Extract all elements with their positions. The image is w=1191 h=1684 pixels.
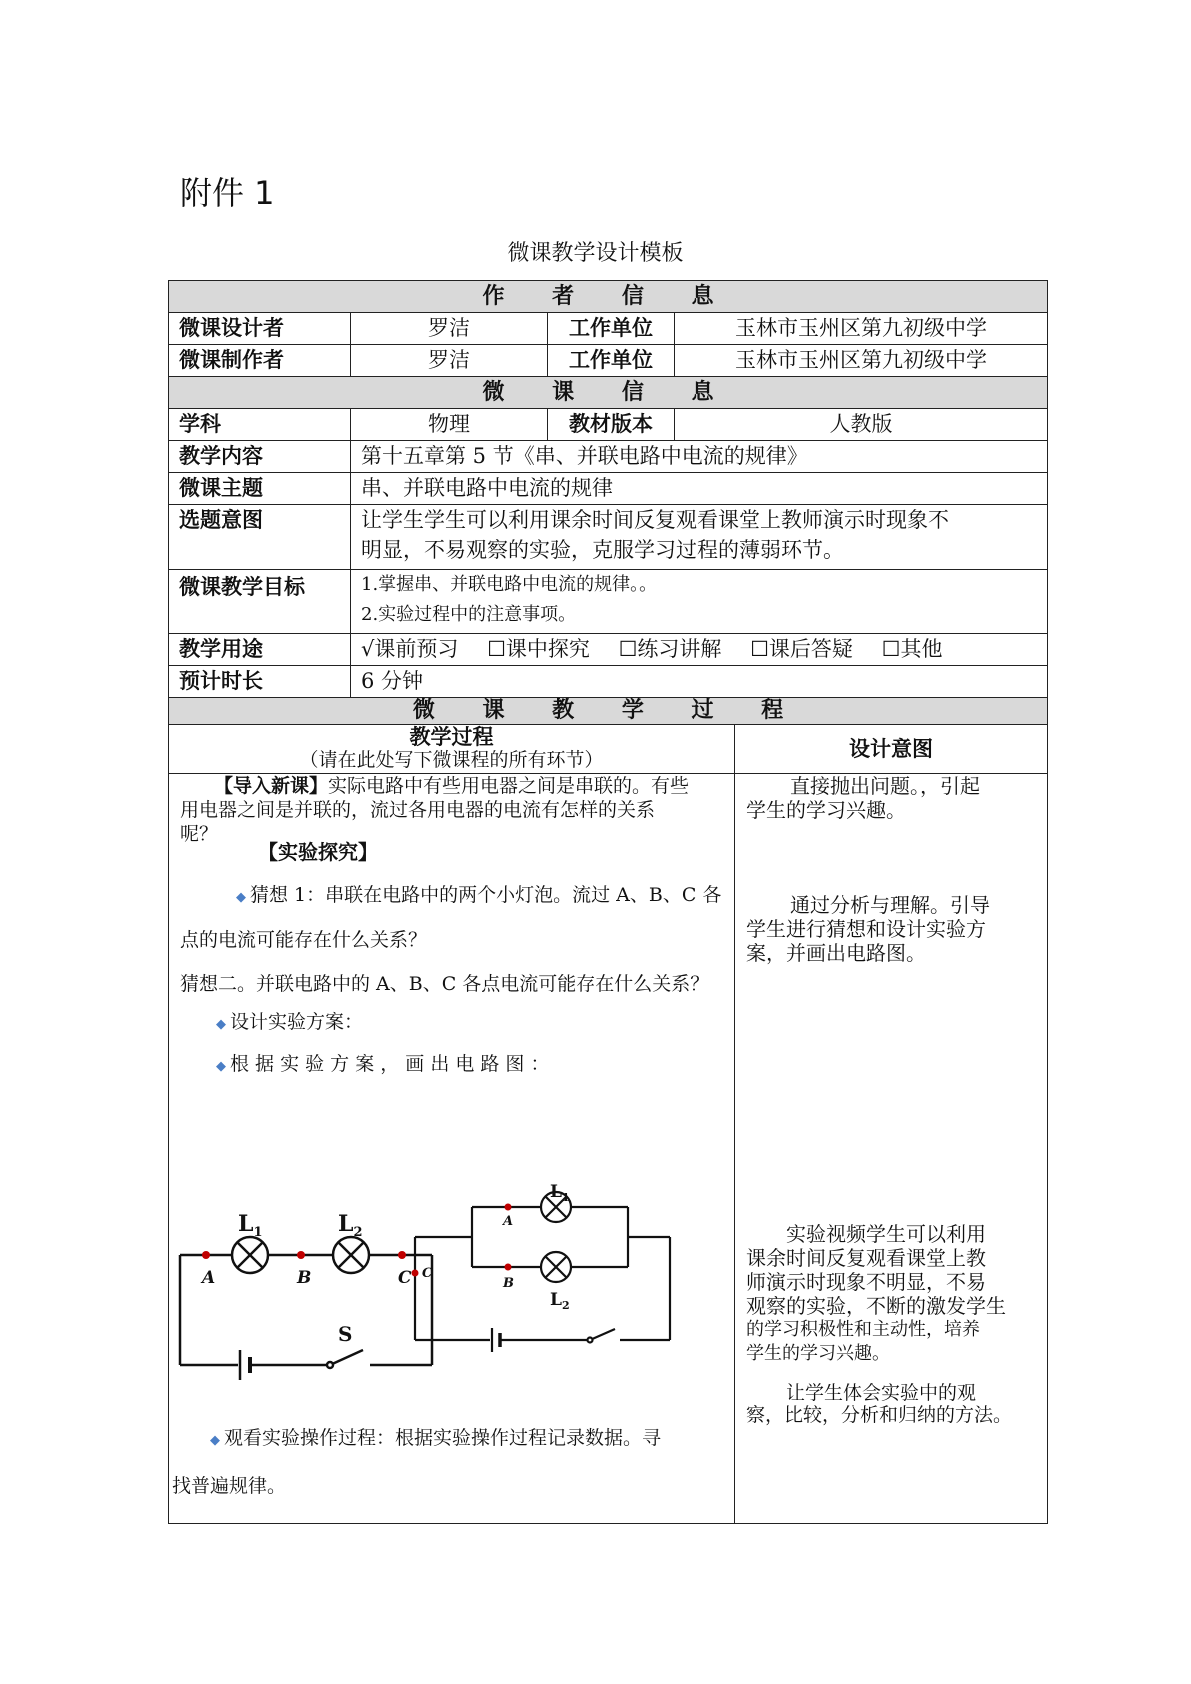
- intent-block-1: [746, 774, 1046, 822]
- process-section-header: 微 课 教 学 过 程: [168, 697, 1048, 725]
- draw-item: [216, 1052, 549, 1079]
- intent2-line3: 案，并画出电路图。: [746, 941, 926, 965]
- series-l1-label: $L_1$: [238, 1211, 263, 1240]
- watch-line1: [210, 1426, 661, 1453]
- guess1-line2: 点的电流可能存在什么关系？: [180, 929, 428, 951]
- intent-line-2: 明显，不易观察的实验，克服学习过程的薄弱环节。: [361, 538, 844, 562]
- duration-value: 6 分钟: [350, 665, 1048, 698]
- use-option-exercise[interactable]: ☐练习讲解: [618, 637, 722, 661]
- producer-name: 罗洁: [350, 344, 548, 377]
- intent-col-title: 设计意图: [734, 724, 1048, 774]
- attachment-label: 附件 1: [180, 174, 275, 212]
- parallel-l2-label: $L_2$: [550, 1290, 570, 1312]
- guess2: 猜想二。并联电路中的 A、B、C 各点电流可能存在什么关系？: [180, 973, 710, 995]
- process-col-title: 教学过程: [409, 725, 494, 749]
- intent-value: [350, 504, 1048, 570]
- guess1-line1: [236, 883, 721, 910]
- process-col-header: [168, 724, 735, 774]
- draw-text: 根 据 实 验 方 案 ， 画 出 电 路 图 ：: [230, 1053, 550, 1075]
- experiment-tag: 【实验探究】: [258, 840, 378, 864]
- design-item: [216, 1010, 363, 1037]
- series-circuit: [180, 1237, 432, 1380]
- intent1-line2: 学生的学习兴趣。: [746, 798, 906, 822]
- series-switch-label: S: [338, 1322, 353, 1346]
- design-text: 设计实验方案：: [230, 1011, 364, 1033]
- theme-value: 串、并联电路中电流的规律: [350, 472, 1048, 505]
- intro-text-3: 呢？: [180, 823, 219, 845]
- document-title: 微课教学设计模板: [507, 241, 684, 266]
- series-point-a: A: [202, 1268, 216, 1288]
- intent3-line4: 观察的实验，不断的激发学生: [746, 1294, 1006, 1318]
- intent4-line2: 察，比较，分析和归纳的方法。: [746, 1404, 1013, 1426]
- series-point-c: C: [398, 1268, 412, 1288]
- series-l2-label: $L_2$: [338, 1211, 363, 1240]
- use-options: [350, 633, 1048, 666]
- intro-paragraph: [180, 774, 730, 846]
- bullet-icon: ◆: [236, 890, 246, 905]
- parallel-point-c: C: [422, 1266, 433, 1281]
- use-option-explore[interactable]: ☐课中探究: [487, 637, 590, 661]
- parallel-point-a: A: [503, 1214, 514, 1229]
- watch-line2: 找普遍规律。: [172, 1475, 287, 1497]
- bullet-icon: ◆: [216, 1059, 226, 1074]
- bullet-icon: ◆: [216, 1017, 226, 1032]
- bullet-icon: ◆: [210, 1433, 220, 1448]
- content-label: 教学内容: [168, 440, 351, 473]
- lamp-l2-icon: [333, 1237, 369, 1273]
- intro-tag: 【导入新课】: [214, 775, 329, 797]
- producer-unit: 玉林市玉州区第九初级中学: [674, 344, 1048, 377]
- goal-2: 2.实验过程中的注意事项。: [361, 604, 577, 625]
- intent3-line6: 学生的学习兴趣。: [746, 1343, 890, 1364]
- parallel-l1-label: $L_1$: [550, 1182, 570, 1204]
- designer-unit-label: 工作单位: [547, 312, 675, 345]
- parallel-circuit: [415, 1192, 670, 1352]
- goal-value: [350, 569, 1048, 634]
- subject-value: 物理: [350, 408, 548, 441]
- guess1-text: 猜想 1：串联在电路中的两个小灯泡。流过 A、B、C 各: [250, 884, 722, 906]
- intent-block-4: [746, 1382, 1046, 1426]
- designer-unit: 玉林市玉州区第九初级中学: [674, 312, 1048, 345]
- course-section-header: 微 课 信 息: [168, 376, 1048, 409]
- intent1-line1: 直接抛出问题。，引起: [790, 774, 980, 798]
- designer-label: 微课设计者: [168, 312, 351, 345]
- goal-label: 微课教学目标: [168, 569, 351, 634]
- goal-1: 1.掌握串、并联电路中电流的规律。。: [361, 574, 658, 595]
- lamp-l2-parallel-icon: [541, 1252, 571, 1282]
- parallel-point-b: B: [503, 1276, 514, 1291]
- process-col-subtitle: （请在此处写下微课程的所有环节）: [299, 749, 604, 771]
- subject-label: 学科: [168, 408, 351, 441]
- intent3-line2: 课余时间反复观看课堂上教: [746, 1246, 986, 1270]
- intent-block-2: [746, 893, 1046, 965]
- edition-label: 教材版本: [547, 408, 675, 441]
- lamp-l1-icon: [232, 1237, 268, 1273]
- designer-name: 罗洁: [350, 312, 548, 345]
- intent4-line1: 让学生体会实验中的观: [786, 1382, 977, 1404]
- use-option-other[interactable]: ☐其他: [881, 637, 943, 661]
- theme-label: 微课主题: [168, 472, 351, 505]
- series-point-b: B: [297, 1268, 312, 1288]
- intent-label: 选题意图: [168, 504, 351, 570]
- use-label: 教学用途: [168, 633, 351, 666]
- use-option-preview[interactable]: √课前预习: [361, 637, 459, 661]
- intent-line-1: 让学生学生可以利用课余时间反复观看课堂上教师演示时现象不: [361, 508, 949, 532]
- intent3-line5: 的学习积极性和主动性，培养: [746, 1319, 980, 1340]
- intent2-line1: 通过分析与理解。引导: [790, 893, 990, 917]
- use-option-qa[interactable]: ☐课后答疑: [750, 637, 853, 661]
- producer-unit-label: 工作单位: [547, 344, 675, 377]
- duration-label: 预计时长: [168, 665, 351, 698]
- intent2-line2: 学生进行猜想和设计实验方: [746, 917, 986, 941]
- intro-text-2: 用电器之间是并联的，流过各用电器的电流有怎样的关系: [180, 799, 656, 821]
- intent3-line1: 实验视频学生可以利用: [786, 1222, 986, 1246]
- content-value: 第十五章第 5 节《串、并联电路中电流的规律》: [350, 440, 1048, 473]
- intent3-line3: 师演示时现象不明显，不易: [746, 1270, 986, 1294]
- intro-text-1: 实际电路中有些用电器之间是串联的。有些: [328, 775, 690, 797]
- author-section-header: 作 者 信 息: [168, 280, 1048, 313]
- intent-block-3: [746, 1222, 1046, 1366]
- edition-value: 人教版: [674, 408, 1048, 441]
- watch-text: 观看实验操作过程：根据实验操作过程记录数据。寻: [224, 1427, 662, 1449]
- circuit-diagrams: [170, 1182, 730, 1395]
- producer-label: 微课制作者: [168, 344, 351, 377]
